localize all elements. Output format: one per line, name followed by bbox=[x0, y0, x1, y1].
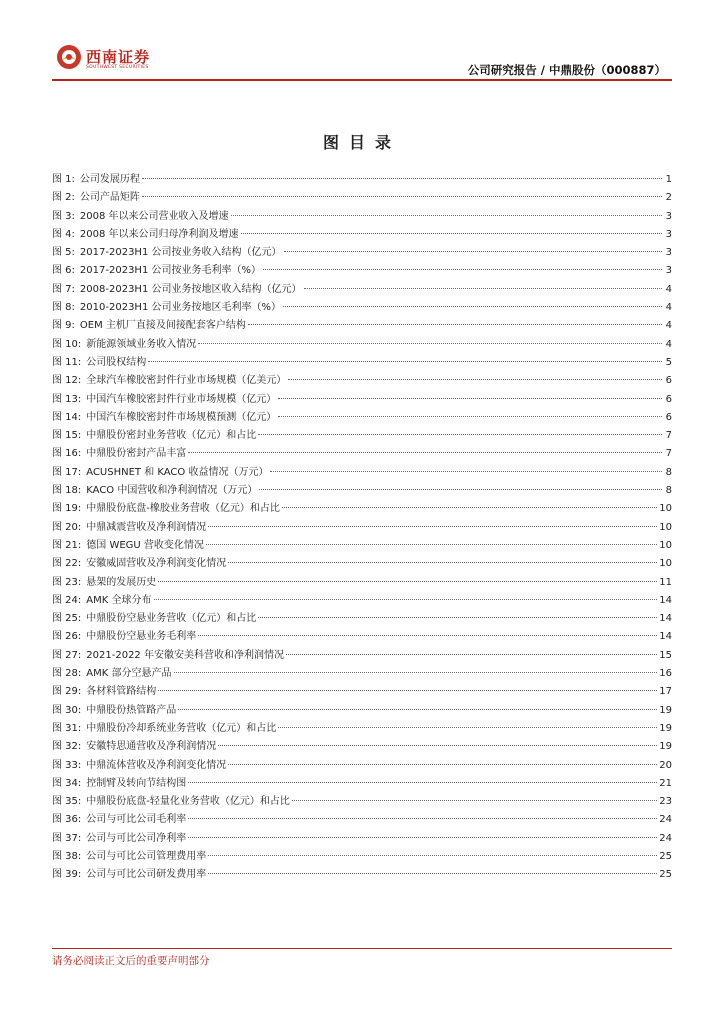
toc-dot-leader bbox=[178, 709, 657, 710]
toc-dot-leader bbox=[278, 416, 662, 417]
toc-page-number: 19 bbox=[659, 722, 672, 734]
toc-page-number: 10 bbox=[659, 558, 672, 570]
toc-page-number: 4 bbox=[665, 302, 672, 314]
toc-entry[interactable] bbox=[52, 609, 672, 627]
toc-figure-title: 公司与可比公司净利率 bbox=[86, 832, 187, 844]
figure-table-of-contents bbox=[52, 170, 672, 884]
toc-entry[interactable] bbox=[52, 261, 672, 279]
toc-page-number: 3 bbox=[665, 210, 672, 222]
toc-page-number: 17 bbox=[659, 686, 672, 698]
toc-entry[interactable] bbox=[52, 280, 672, 298]
toc-dot-leader bbox=[283, 306, 662, 307]
toc-entry[interactable] bbox=[52, 554, 672, 572]
toc-dot-leader bbox=[241, 233, 662, 234]
toc-figure-number: 图 2: bbox=[52, 192, 75, 204]
toc-entry[interactable] bbox=[52, 591, 672, 609]
toc-entry[interactable] bbox=[52, 865, 672, 883]
toc-entry[interactable] bbox=[52, 225, 672, 243]
toc-figure-number: 图 4: bbox=[52, 228, 75, 240]
toc-entry[interactable] bbox=[52, 682, 672, 700]
toc-figure-title: 新能源领域业务收入情况 bbox=[86, 338, 197, 350]
toc-figure-number: 图 36: bbox=[52, 814, 82, 826]
toc-entry[interactable] bbox=[52, 426, 672, 444]
toc-figure-number: 图 14: bbox=[52, 411, 82, 423]
toc-page-number: 20 bbox=[659, 759, 672, 771]
toc-figure-number: 图 27: bbox=[52, 649, 82, 661]
toc-figure-title: 中国汽车橡胶密封件市场规模预测（亿元） bbox=[86, 411, 277, 423]
toc-figure-number: 图 9: bbox=[52, 320, 75, 332]
toc-figure-number: 图 1: bbox=[52, 174, 75, 185]
toc-dot-leader bbox=[158, 581, 657, 582]
toc-figure-title: 控制臂及转向节结构图 bbox=[86, 777, 187, 789]
logo-chinese-text: 西南证券 bbox=[86, 48, 151, 66]
toc-dot-leader bbox=[248, 324, 662, 325]
toc-page-number: 2 bbox=[665, 192, 672, 204]
toc-entry[interactable] bbox=[52, 207, 672, 225]
toc-dot-leader bbox=[259, 489, 662, 490]
toc-figure-title: 中鼎股份底盘-轻量化业务营收（亿元）和占比 bbox=[86, 796, 290, 808]
toc-page-number: 21 bbox=[659, 777, 672, 789]
southwest-securities-logo-icon bbox=[56, 44, 82, 70]
toc-page-number: 7 bbox=[665, 448, 672, 460]
toc-figure-number: 图 22: bbox=[52, 558, 82, 570]
toc-dot-leader bbox=[258, 434, 662, 435]
toc-page-number: 10 bbox=[659, 539, 672, 551]
toc-dot-leader bbox=[188, 452, 662, 453]
toc-figure-number: 图 38: bbox=[52, 850, 82, 862]
toc-dot-leader bbox=[188, 818, 657, 819]
toc-entry[interactable] bbox=[52, 756, 672, 774]
toc-figure-number: 图 37: bbox=[52, 832, 82, 844]
toc-page-number: 11 bbox=[659, 576, 672, 588]
toc-dot-leader bbox=[142, 196, 662, 197]
toc-dot-leader bbox=[288, 379, 662, 380]
toc-entry[interactable] bbox=[52, 444, 672, 462]
toc-entry[interactable] bbox=[52, 646, 672, 664]
toc-figure-number: 图 20: bbox=[52, 521, 82, 533]
toc-entry[interactable] bbox=[52, 719, 672, 737]
toc-entry[interactable] bbox=[52, 353, 672, 371]
toc-entry[interactable] bbox=[52, 408, 672, 426]
toc-page-number: 15 bbox=[659, 649, 672, 661]
toc-figure-title: 中国汽车橡胶密封件行业市场规模（亿元） bbox=[86, 393, 277, 405]
toc-page-number: 14 bbox=[659, 631, 672, 643]
toc-entry[interactable] bbox=[52, 298, 672, 316]
toc-figure-number: 图 31: bbox=[52, 722, 82, 734]
page-title: 图目录 bbox=[322, 133, 401, 152]
toc-figure-title: 德国 WEGU 营收变化情况 bbox=[86, 539, 204, 551]
toc-figure-number: 图 17: bbox=[52, 466, 82, 478]
toc-entry[interactable] bbox=[52, 774, 672, 792]
toc-page-number: 25 bbox=[659, 850, 672, 862]
toc-figure-number: 图 8: bbox=[52, 302, 75, 314]
page-header bbox=[0, 0, 724, 80]
toc-figure-number: 图 34: bbox=[52, 777, 82, 789]
toc-figure-title: 2010-2023H1 公司业务按地区毛利率（%） bbox=[79, 302, 281, 314]
toc-figure-number: 图 32: bbox=[52, 741, 82, 753]
toc-figure-number: 图 39: bbox=[52, 869, 82, 881]
toc-dot-leader bbox=[148, 361, 662, 362]
toc-figure-title: 中鼎股份密封业务营收（亿元）和占比 bbox=[86, 430, 257, 442]
toc-page-number: 4 bbox=[665, 283, 672, 295]
toc-figure-number: 图 3: bbox=[52, 210, 75, 222]
toc-figure-title: 中鼎股份空悬业务营收（亿元）和占比 bbox=[86, 613, 257, 625]
toc-entry[interactable] bbox=[52, 371, 672, 389]
toc-dot-leader bbox=[142, 178, 662, 179]
toc-page-number: 4 bbox=[665, 320, 672, 332]
toc-figure-number: 图 6: bbox=[52, 265, 75, 277]
toc-dot-leader bbox=[278, 398, 662, 399]
toc-entry[interactable] bbox=[52, 463, 672, 481]
toc-figure-number: 图 13: bbox=[52, 393, 82, 405]
toc-figure-title: 公司产品矩阵 bbox=[79, 192, 140, 204]
toc-figure-number: 图 33: bbox=[52, 759, 82, 771]
toc-figure-number: 图 18: bbox=[52, 485, 82, 497]
toc-entry[interactable] bbox=[52, 810, 672, 828]
toc-dot-leader bbox=[231, 215, 662, 216]
toc-page-number: 25 bbox=[659, 869, 672, 881]
toc-figure-title: 2017-2023H1 公司按业务收入结构（亿元） bbox=[79, 247, 282, 259]
toc-page-number: 6 bbox=[665, 411, 672, 423]
toc-figure-number: 图 10: bbox=[52, 338, 82, 350]
toc-dot-leader bbox=[258, 617, 657, 618]
footer-divider bbox=[52, 948, 672, 949]
toc-figure-title: 安徽威固营收及净利润变化情况 bbox=[86, 558, 227, 570]
toc-figure-number: 图 5: bbox=[52, 247, 75, 259]
toc-entry[interactable] bbox=[52, 316, 672, 334]
toc-figure-title: 公司与可比公司研发费用率 bbox=[86, 869, 207, 881]
toc-figure-number: 图 15: bbox=[52, 430, 82, 442]
toc-page-number: 3 bbox=[665, 228, 672, 240]
toc-figure-title: 各材料管路结构 bbox=[86, 686, 157, 698]
company-logo bbox=[56, 44, 151, 74]
toc-entry[interactable] bbox=[52, 737, 672, 755]
toc-page-number: 14 bbox=[659, 613, 672, 625]
toc-entry[interactable] bbox=[52, 664, 672, 682]
footer-disclaimer: 请务必阅读正文后的重要声明部分 bbox=[52, 955, 210, 967]
toc-figure-title: 2008-2023H1 公司业务按地区收入结构（亿元） bbox=[79, 283, 302, 295]
toc-figure-number: 图 21: bbox=[52, 539, 82, 551]
toc-figure-title: 中鼎股份热管路产品 bbox=[86, 704, 177, 716]
toc-dot-leader bbox=[286, 654, 657, 655]
toc-dot-leader bbox=[282, 507, 657, 508]
toc-figure-number: 图 29: bbox=[52, 686, 82, 698]
toc-entry[interactable] bbox=[52, 573, 672, 591]
toc-dot-leader bbox=[206, 544, 657, 545]
toc-page-number: 24 bbox=[659, 832, 672, 844]
report-label: 公司研究报告 / 中鼎股份（000887） bbox=[467, 63, 666, 77]
logo-english-text: SOUTHWEST SECURITIES bbox=[86, 65, 149, 70]
toc-figure-title: AMK 部分空悬产品 bbox=[86, 668, 172, 680]
toc-page-number: 8 bbox=[665, 485, 672, 497]
toc-page-number: 16 bbox=[659, 668, 672, 680]
toc-dot-leader bbox=[304, 288, 663, 289]
toc-dot-leader bbox=[278, 727, 657, 728]
toc-figure-title: AMK 全球分布 bbox=[86, 594, 152, 606]
toc-figure-title: 中鼎股份密封产品丰富 bbox=[86, 448, 187, 460]
toc-page-number: 19 bbox=[659, 741, 672, 753]
toc-figure-number: 图 30: bbox=[52, 704, 82, 716]
toc-page-number: 3 bbox=[665, 247, 672, 259]
toc-page-number: 8 bbox=[665, 466, 672, 478]
toc-entry[interactable] bbox=[52, 536, 672, 554]
toc-figure-number: 图 16: bbox=[52, 448, 82, 460]
toc-figure-title: 中鼎股份底盘-橡胶业务营收（亿元）和占比 bbox=[86, 503, 280, 515]
toc-entry[interactable] bbox=[52, 390, 672, 408]
toc-page-number: 14 bbox=[659, 594, 672, 606]
toc-figure-title: 安徽特思通营收及净利润情况 bbox=[86, 741, 217, 753]
toc-entry[interactable] bbox=[52, 188, 672, 206]
toc-dot-leader bbox=[188, 837, 657, 838]
toc-figure-number: 图 7: bbox=[52, 283, 75, 295]
toc-figure-title: 全球汽车橡胶密封件行业市场规模（亿美元） bbox=[86, 375, 287, 387]
toc-dot-leader bbox=[208, 855, 657, 856]
toc-page-number: 23 bbox=[659, 796, 672, 808]
toc-figure-number: 图 28: bbox=[52, 668, 82, 680]
toc-dot-leader bbox=[208, 526, 657, 527]
toc-entry[interactable] bbox=[52, 481, 672, 499]
toc-figure-title: 公司发展历程 bbox=[79, 174, 140, 185]
toc-dot-leader bbox=[228, 562, 657, 563]
toc-figure-title: 2008 年以来公司营业收入及增速 bbox=[79, 210, 229, 222]
toc-page-number: 6 bbox=[665, 393, 672, 405]
toc-figure-number: 图 12: bbox=[52, 375, 82, 387]
toc-figure-number: 图 24: bbox=[52, 594, 82, 606]
toc-figure-number: 图 26: bbox=[52, 631, 82, 643]
toc-entry[interactable] bbox=[52, 243, 672, 261]
toc-entry[interactable] bbox=[52, 847, 672, 865]
toc-page-number: 6 bbox=[665, 375, 672, 387]
toc-dot-leader bbox=[208, 873, 657, 874]
toc-entry[interactable] bbox=[52, 701, 672, 719]
toc-figure-number: 图 11: bbox=[52, 356, 82, 368]
toc-figure-title: 2021-2022 年安徽安美科营收和净利润情况 bbox=[86, 649, 284, 661]
toc-entry[interactable] bbox=[52, 170, 672, 188]
toc-entry[interactable] bbox=[52, 499, 672, 517]
toc-entry[interactable] bbox=[52, 627, 672, 645]
toc-page-number: 10 bbox=[659, 503, 672, 515]
toc-dot-leader bbox=[228, 764, 657, 765]
toc-dot-leader bbox=[174, 672, 658, 673]
toc-figure-title: 2017-2023H1 公司按业务毛利率（%） bbox=[79, 265, 261, 277]
toc-page-number: 7 bbox=[665, 430, 672, 442]
toc-figure-title: 中鼎流体营收及净利润变化情况 bbox=[86, 759, 227, 771]
toc-figure-title: 2008 年以来公司归母净利润及增速 bbox=[79, 228, 239, 240]
header-divider bbox=[52, 79, 672, 81]
toc-figure-number: 图 19: bbox=[52, 503, 82, 515]
toc-figure-title: KACO 中国营收和净利润情况（万元） bbox=[86, 485, 258, 497]
toc-entry[interactable] bbox=[52, 792, 672, 810]
toc-page-number: 4 bbox=[665, 338, 672, 350]
toc-page-number: 24 bbox=[659, 814, 672, 826]
toc-entry[interactable] bbox=[52, 518, 672, 536]
toc-figure-number: 图 35: bbox=[52, 796, 82, 808]
toc-entry[interactable] bbox=[52, 335, 672, 353]
toc-figure-title: 公司与可比公司毛利率 bbox=[86, 814, 187, 826]
toc-figure-title: 公司股权结构 bbox=[86, 356, 147, 368]
toc-figure-title: 中鼎减震营收及净利润情况 bbox=[86, 521, 207, 533]
toc-dot-leader bbox=[218, 745, 657, 746]
toc-figure-title: 中鼎股份空悬业务毛利率 bbox=[86, 631, 197, 643]
toc-page-number: 10 bbox=[659, 521, 672, 533]
toc-figure-title: 悬架的发展历史 bbox=[86, 576, 157, 588]
toc-dot-leader bbox=[158, 690, 657, 691]
toc-dot-leader bbox=[188, 782, 657, 783]
toc-figure-title: OEM 主机厂直接及间接配套客户结构 bbox=[79, 320, 246, 332]
toc-page-number: 19 bbox=[659, 704, 672, 716]
toc-page-number: 5 bbox=[665, 356, 672, 368]
toc-dot-leader bbox=[292, 800, 657, 801]
toc-entry[interactable] bbox=[52, 829, 672, 847]
toc-figure-title: 公司与可比公司管理费用率 bbox=[86, 850, 207, 862]
toc-dot-leader bbox=[198, 343, 662, 344]
toc-dot-leader bbox=[198, 635, 657, 636]
toc-page-number: 3 bbox=[665, 265, 672, 277]
toc-dot-leader bbox=[270, 471, 662, 472]
toc-figure-number: 图 23: bbox=[52, 576, 82, 588]
toc-page-number: 1 bbox=[665, 174, 672, 185]
toc-dot-leader bbox=[263, 269, 662, 270]
toc-dot-leader bbox=[154, 599, 658, 600]
toc-dot-leader bbox=[284, 251, 663, 252]
toc-figure-title: ACUSHNET 和 KACO 收益情况（万元） bbox=[86, 466, 269, 478]
toc-figure-number: 图 25: bbox=[52, 613, 82, 625]
toc-figure-title: 中鼎股份冷却系统业务营收（亿元）和占比 bbox=[86, 722, 277, 734]
